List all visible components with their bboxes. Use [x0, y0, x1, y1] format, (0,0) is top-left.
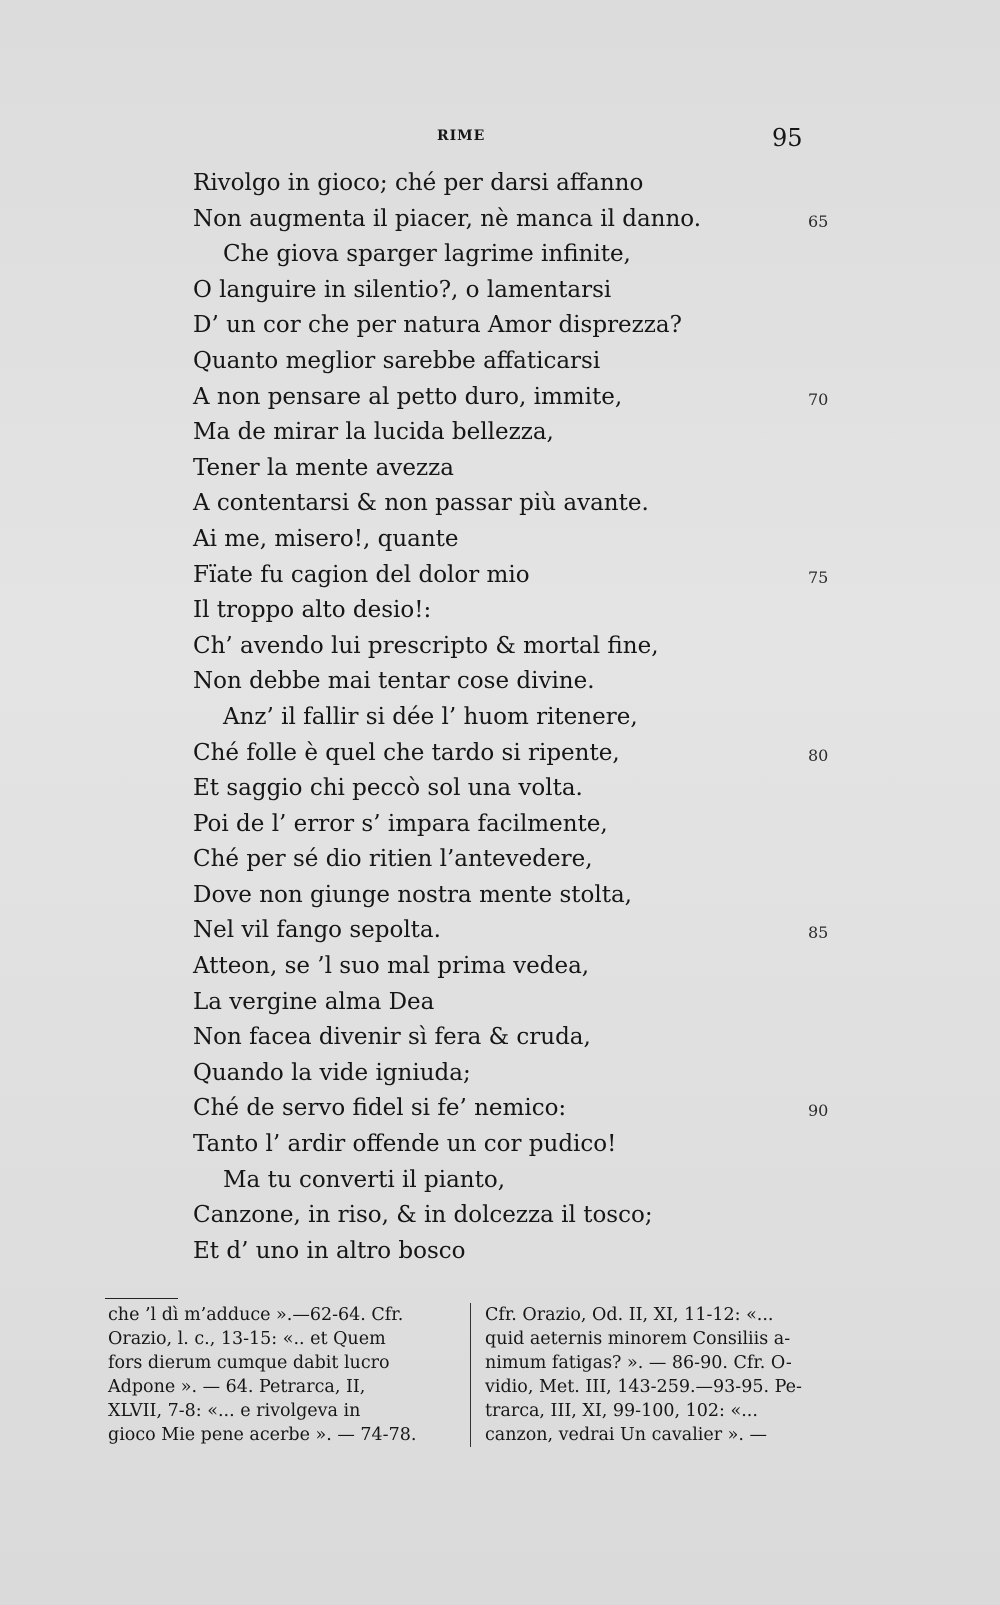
footnote-rule	[105, 1298, 178, 1299]
footnote-line: gioco Mie pene acerbe ». — 74-78.	[108, 1425, 417, 1445]
verse-text: O languire in silentio?, o lamentarsi	[193, 276, 612, 303]
line-number: 65	[808, 211, 829, 231]
verse-line	[193, 985, 833, 1021]
verse-line	[193, 273, 833, 309]
verse-text: Et saggio chi peccò sol una volta.	[193, 775, 583, 802]
line-number: 80	[808, 745, 829, 765]
page-number: 95	[772, 124, 803, 152]
footnote-line: canzon, vedrai Un cavalier ». —	[485, 1425, 768, 1445]
verse-text: Ma tu converti il pianto,	[223, 1166, 506, 1193]
verse-text: La vergine alma Dea	[193, 988, 435, 1015]
verse-line	[193, 700, 833, 736]
verse-line	[193, 1163, 833, 1199]
line-number: 85	[808, 923, 829, 943]
verse-line	[193, 629, 833, 665]
verse-text: Ma de mirar la lucida bellezza,	[193, 419, 554, 446]
verse-text: D’ un cor che per natura Amor disprezza?	[193, 312, 682, 339]
verse-line	[193, 486, 833, 522]
footnote-line: Adpone ». — 64. Petrarca, II,	[108, 1377, 366, 1397]
footnote-line: trarca, III, XI, 99-100, 102: «...	[485, 1401, 758, 1421]
verse-text: Tanto l’ ardir offende un cor pudico!	[193, 1131, 617, 1158]
verse-text: Anz’ il fallir si dée l’ huom ritenere,	[223, 703, 638, 730]
verse-line	[193, 593, 833, 629]
verse-text: Quando la vide igniuda;	[193, 1059, 471, 1086]
verse-text: A contentarsi & non passar più avante.	[193, 490, 649, 517]
verse-text: Ai me, misero!, quante	[193, 525, 459, 552]
poem-text	[193, 166, 833, 1269]
verse-text: Ché folle è quel che tardo si ripente,	[193, 739, 620, 766]
footnote-line: Orazio, l. c., 13-15: «.. et Quem	[108, 1329, 386, 1349]
verse-text: Dove non giunge nostra mente stolta,	[193, 881, 632, 908]
verse-line	[193, 1091, 833, 1127]
footnote-line: nimum fatigas? ». — 86-90. Cfr. O-	[485, 1353, 792, 1373]
verse-line	[193, 878, 833, 914]
verse-text: Atteon, se ’l suo mal prima vedea,	[193, 953, 590, 980]
verse-text: Nel vil fango sepolta.	[193, 917, 441, 944]
verse-line	[193, 949, 833, 985]
verse-text: Che giova sparger lagrime infinite,	[223, 241, 631, 268]
footnote-line: che ’l dì m’adduce ».—62-64. Cfr.	[108, 1305, 404, 1325]
line-number: 90	[808, 1101, 829, 1121]
verse-text: Ch’ avendo lui prescripto & mortal fine,	[193, 632, 659, 659]
verse-line	[193, 664, 833, 700]
line-number: 75	[808, 567, 829, 587]
verse-line	[193, 1234, 833, 1270]
verse-line	[193, 807, 833, 843]
verse-text: Ché de servo fidel si fe’ nemico:	[193, 1095, 567, 1122]
verse-line	[193, 913, 833, 949]
verse-line	[193, 308, 833, 344]
footnote-line: vidio, Met. III, 143-259.—93-95. Pe-	[485, 1377, 802, 1397]
verse-line	[193, 522, 833, 558]
verse-line	[193, 1056, 833, 1092]
verse-line	[193, 380, 833, 416]
verse-line	[193, 558, 833, 594]
verse-line	[193, 1020, 833, 1056]
verse-line	[193, 451, 833, 487]
verse-text: Fïate fu cagion del dolor mio	[193, 561, 530, 588]
verse-text: Canzone, in riso, & in dolcezza il tosco;	[193, 1202, 653, 1229]
verse-line	[193, 415, 833, 451]
verse-text: Rivolgo in gioco; ché per darsi affanno	[193, 170, 644, 196]
verse-line	[193, 166, 833, 202]
verse-text: Non debbe mai tentar cose divine.	[193, 668, 595, 695]
verse-line	[193, 344, 833, 380]
verse-text: A non pensare al petto duro, immite,	[193, 383, 623, 410]
verse-line	[193, 771, 833, 807]
verse-text: Il troppo alto desio!:	[193, 597, 432, 624]
verse-text: Quanto meglior sarebbe affaticarsi	[193, 347, 601, 374]
line-number: 70	[808, 389, 829, 409]
verse-line	[193, 202, 833, 238]
verse-line	[193, 842, 833, 878]
verse-line	[193, 237, 833, 273]
footnote-line: fors dierum cumque dabit lucro	[108, 1353, 390, 1373]
verse-text: Non augmenta il piacer, nè manca il danno.	[193, 205, 702, 232]
verse-text: Et d’ uno in altro bosco	[193, 1237, 466, 1264]
verse-text: Poi de l’ error s’ impara facilmente,	[193, 810, 608, 837]
verse-line	[193, 736, 833, 772]
footnote-line: quid aeternis minorem Consiliis a-	[485, 1329, 791, 1349]
verse-text: Ché per sé dio ritien l’antevedere,	[193, 846, 593, 873]
verse-line	[193, 1127, 833, 1163]
verse-text: Tener la mente avezza	[193, 454, 454, 481]
running-title: RIME	[437, 128, 486, 144]
footnote-column-right	[471, 1303, 847, 1447]
verse-line	[193, 1198, 833, 1234]
footnotes	[108, 1303, 850, 1447]
footnote-line: Cfr. Orazio, Od. II, XI, 11-12: «...	[485, 1305, 774, 1325]
verse-text: Non facea divenir sì fera & cruda,	[193, 1024, 591, 1051]
footnote-line: XLVII, 7-8: «... e rivolgeva in	[108, 1401, 361, 1421]
footnote-column-left	[108, 1303, 471, 1447]
